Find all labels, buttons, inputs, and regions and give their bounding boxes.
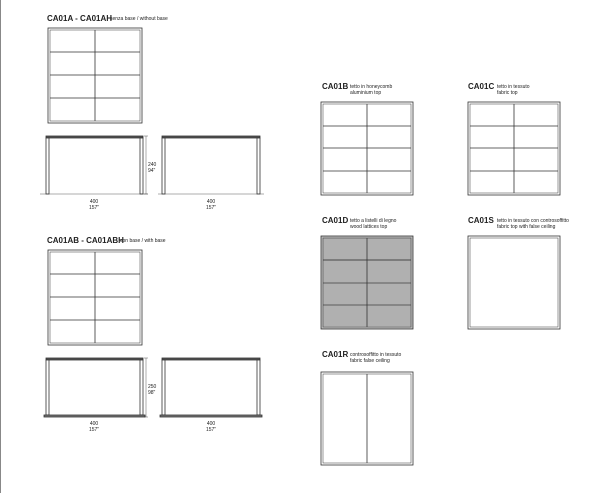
variant-s-desc-it: tetto in tessuto con controsoffitto bbox=[497, 218, 569, 224]
variant-s-desc-en: fabric top with false ceiling bbox=[497, 224, 556, 230]
section-ab-width-2-cm: 400 bbox=[206, 421, 216, 427]
section-a-width-1-cm: 400 bbox=[89, 199, 99, 205]
section-ab-width-1-in: 157" bbox=[88, 427, 100, 433]
variant-s-plan bbox=[468, 236, 560, 329]
section-ab-width-1-cm: 400 bbox=[89, 421, 99, 427]
section-a-code: CA01A - CA01AH bbox=[47, 14, 113, 23]
section-a-height-dimension bbox=[144, 136, 148, 194]
variant-c-desc-en: fabric top bbox=[497, 90, 518, 96]
section-ab-desc: con base / with base bbox=[120, 238, 166, 244]
variant-s-code: CA01S bbox=[468, 216, 494, 225]
variant-d-desc-it: tetto a listelli di legno bbox=[350, 218, 397, 224]
section-ab-code: CA01AB - CA01ABH bbox=[47, 236, 124, 245]
variant-c-code: CA01C bbox=[468, 82, 495, 91]
variant-c-desc-it: tetto in tessuto bbox=[497, 84, 530, 90]
section-a-plan bbox=[48, 28, 142, 123]
variant-d-desc-en: wood lattices top bbox=[350, 224, 388, 230]
section-a-width-1-in: 157" bbox=[88, 205, 100, 211]
variant-r-code: CA01R bbox=[322, 350, 349, 359]
variant-c-plan bbox=[468, 102, 560, 195]
section-ab-plan bbox=[48, 250, 142, 345]
variant-d-code: CA01D bbox=[322, 216, 349, 225]
section-ab-width-2-in: 157" bbox=[205, 427, 217, 433]
section-ab-height-cm: 250 bbox=[148, 384, 157, 390]
section-ab-height-dimension bbox=[144, 358, 148, 417]
section-a-width-2-in: 157" bbox=[205, 205, 217, 211]
variant-d-plan bbox=[321, 236, 413, 329]
section-a-desc: senza base / without base bbox=[110, 16, 168, 22]
variant-b-plan bbox=[321, 102, 413, 195]
variant-b-code: CA01B bbox=[322, 82, 349, 91]
variant-r-desc-it: controsoffitto in tessuto bbox=[350, 352, 402, 358]
variant-r-plan bbox=[321, 372, 413, 465]
section-a-elevation-front bbox=[40, 136, 148, 194]
variant-b-desc-it: tetto in honeycomb bbox=[350, 84, 393, 90]
section-a-height-cm: 240 bbox=[148, 162, 157, 168]
section-a-elevation-side bbox=[158, 136, 264, 194]
section-ab-elevation-front bbox=[44, 358, 145, 417]
section-ab-height-in: 98" bbox=[148, 390, 156, 396]
section-a-height-in: 94" bbox=[148, 168, 156, 174]
variant-b-desc-en: aluminium top bbox=[350, 90, 382, 96]
variant-r-desc-en: fabric false ceiling bbox=[350, 358, 390, 364]
section-a-width-2-cm: 400 bbox=[206, 199, 216, 205]
section-ab-elevation-side bbox=[160, 358, 262, 417]
